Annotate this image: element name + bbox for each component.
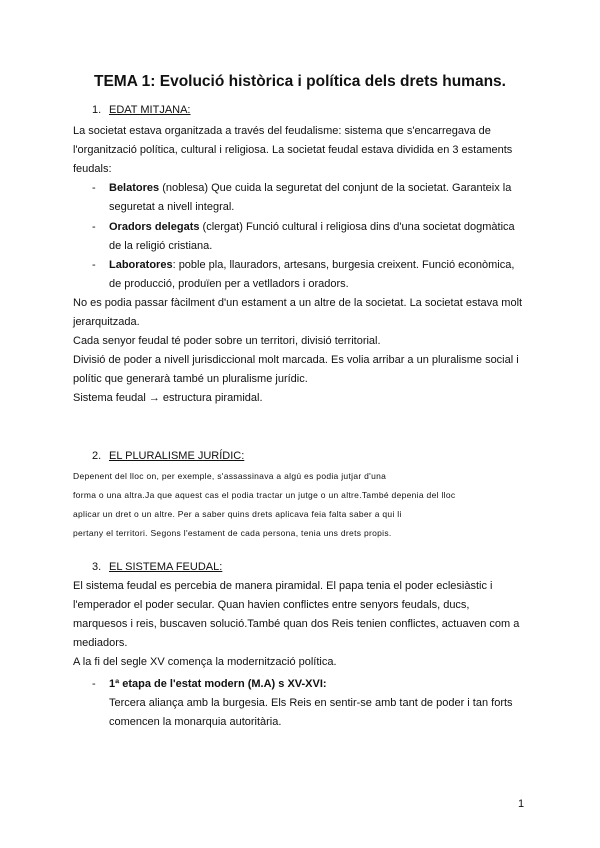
page-number: 1 (518, 798, 525, 810)
section-3-body: El sistema feudal es percebia de manera piramidal. El papa tenia el poder eclesiàstic i l'emperador el poder secular. Quan havien conflictes entre senyors feudals, ducs, marquesos i reis, buscaven solució.També quan dos Reis tenien conflictes, actuaven com a mediadors. A la fi del segle XV comença la modernització política. (73, 580, 520, 668)
section-1-intro: La societat estava organitzada a través del feudalisme: sistema que s'encarregava de l'organització política, cultural i religiosa. La societat feudal estava dividida en 3 estaments feudals: (73, 125, 513, 175)
section-heading-3: 3. EL SISTEMA FEUDAL: (92, 561, 223, 573)
section-heading-2: 2. EL PLURALISME JURÍDIC: (92, 450, 245, 462)
document-title: TEMA 1: Evolució històrica i política dels drets humans. (94, 73, 506, 90)
section-heading-1: 1. EDAT MITJANA: (92, 104, 191, 116)
section-2-body: Depenent del lloc on, per exemple, s'assassinava a algú es podia jutjar d'una forma o una altra.Ja que aquest cas el podia tractar un jutge o un altre.També depenia del lloc aplicar un dret o un altre. Per a saber quins drets aplicava feia falta saber a qui li pertany el territori. Segons l'estament de cada persona, tenia uns drets propis. (73, 471, 456, 538)
section-1-outro: No es podia passar fàcilment d'un estament a un altre de la societat. La societat estava molt jerarquitzada. Cada senyor feudal té poder sobre un territori, divisió territorial. Divisió de poder a nivell jurisdiccional molt marcada. Es volia arribar a un pluralisme social i polític que generarà també un pluralisme jurídic. Sistema feudal → estructura piramidal. (73, 297, 523, 404)
